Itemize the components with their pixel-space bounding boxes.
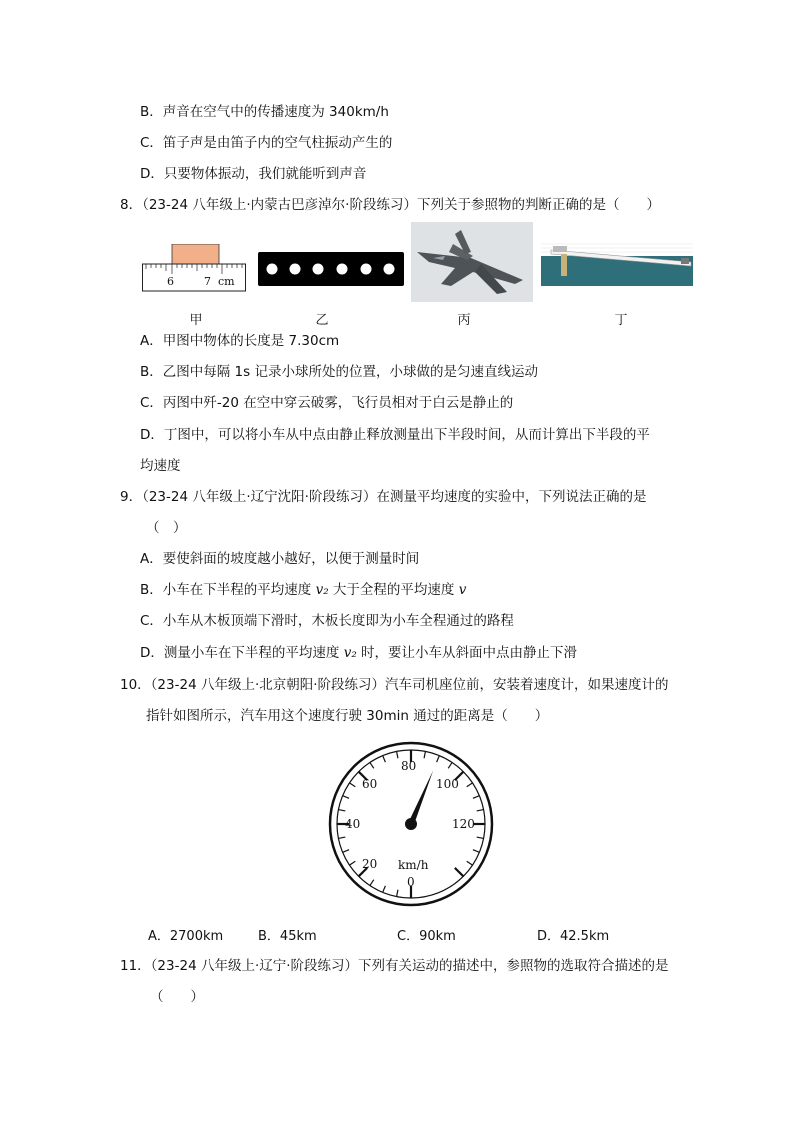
- q8-option-d-line2: 均速度: [140, 458, 181, 474]
- q10-option-a: A．2700km: [148, 929, 224, 944]
- stroboscopic-dots-figure: [258, 252, 404, 286]
- q8-stem: 8．（23-24 八年级上·内蒙古巴彦淖尔·阶段练习）下列关于参照物的判断正确的是（ ）: [120, 197, 660, 213]
- ruler-label-6: 6: [167, 275, 174, 288]
- q8-option-b: B．乙图中每隔 1s 记录小球所处的位置，小球做的是匀速直线运动: [140, 364, 538, 380]
- q11-stem-line1: 11．（23-24 八年级上·辽宁·阶段练习）下列有关运动的描述中，参照物的选取符合描述的是: [120, 958, 669, 974]
- speedometer-hub: [405, 818, 417, 830]
- q8-option-a: A．甲图中物体的长度是 7.30cm: [140, 333, 340, 349]
- fighter-jet-image: [411, 222, 533, 302]
- speedometer-label-120: 120: [452, 817, 475, 831]
- speedometer-unit: km/h: [398, 858, 429, 872]
- q9-option-d: [140, 644, 577, 662]
- q8-option-d-line1: D．丁图中，可以将小车从中点由静止释放测量出下半段时间，从而计算出下半段的平: [140, 427, 650, 443]
- ruler-figure: [142, 244, 246, 292]
- speedometer-figure: [328, 741, 494, 907]
- q9-option-b-var: v₂: [315, 582, 329, 598]
- q9-option-b-text: B．小车在下半程的平均速度: [140, 582, 316, 598]
- q9-option-b: [140, 581, 466, 599]
- q7-option-b: B．声音在空气中的传播速度为 340km/h: [140, 104, 389, 120]
- q9-option-d-var: v₂: [343, 645, 357, 661]
- q10-option-c: C．90km: [397, 929, 456, 944]
- speedometer-label-100: 100: [436, 777, 459, 791]
- q10-stem-line1: 10．（23-24 八年级上·北京朝阳·阶段练习）汽车司机座位前，安装着速度计，如果速度计的: [120, 677, 669, 693]
- q9-option-c: C．小车从木板顶端下滑时，木板长度即为小车全程通过的路程: [140, 613, 514, 629]
- figure-label-jia: 甲: [189, 313, 203, 328]
- q9-option-d-text: D．测量小车在下半程的平均速度: [140, 645, 344, 661]
- speedometer-label-60: 60: [362, 777, 378, 791]
- q10-option-b: B．45km: [258, 929, 317, 944]
- q9-option-d-post: 时，要让小车从斜面中点由静止下滑: [356, 645, 578, 661]
- q11-stem-line2: （ ）: [150, 989, 204, 1005]
- figure-label-ding: 丁: [614, 313, 628, 328]
- figure-label-yi: 乙: [315, 313, 329, 328]
- q9-option-b-var2: v: [458, 582, 467, 598]
- q9-stem-line2: （ ）: [146, 520, 187, 536]
- incline-cart-figure: [541, 240, 693, 286]
- speedometer-label-20: 20: [362, 857, 378, 871]
- q9-stem-line1: 9．（23-24 八年级上·辽宁沈阳·阶段练习）在测量平均速度的实验中，下列说法正确的是: [120, 489, 647, 505]
- speedometer-label-0: 0: [407, 875, 415, 889]
- q8-option-c: C．丙图中歼-20 在空中穿云破雾，飞行员相对于白云是静止的: [140, 395, 514, 411]
- q10-stem-line2: 指针如图所示，汽车用这个速度行驶 30min 通过的距离是（ ）: [146, 708, 549, 724]
- figure-label-bing: 丙: [457, 313, 471, 328]
- q7-option-d: D．只要物体振动，我们就能听到声音: [140, 166, 367, 182]
- speedometer-label-40: 40: [345, 817, 361, 831]
- q9-option-b-mid: 大于全程的平均速度: [328, 582, 459, 598]
- speedometer-label-80: 80: [401, 759, 417, 773]
- q9-option-a: A．要使斜面的坡度越小越好，以便于测量时间: [140, 551, 420, 567]
- q7-option-c: C．笛子声是由笛子内的空气柱振动产生的: [140, 135, 393, 151]
- ruler-label-cm: cm: [218, 275, 235, 288]
- ruler-label-7: 7: [204, 275, 211, 288]
- q10-option-d: D．42.5km: [537, 929, 610, 944]
